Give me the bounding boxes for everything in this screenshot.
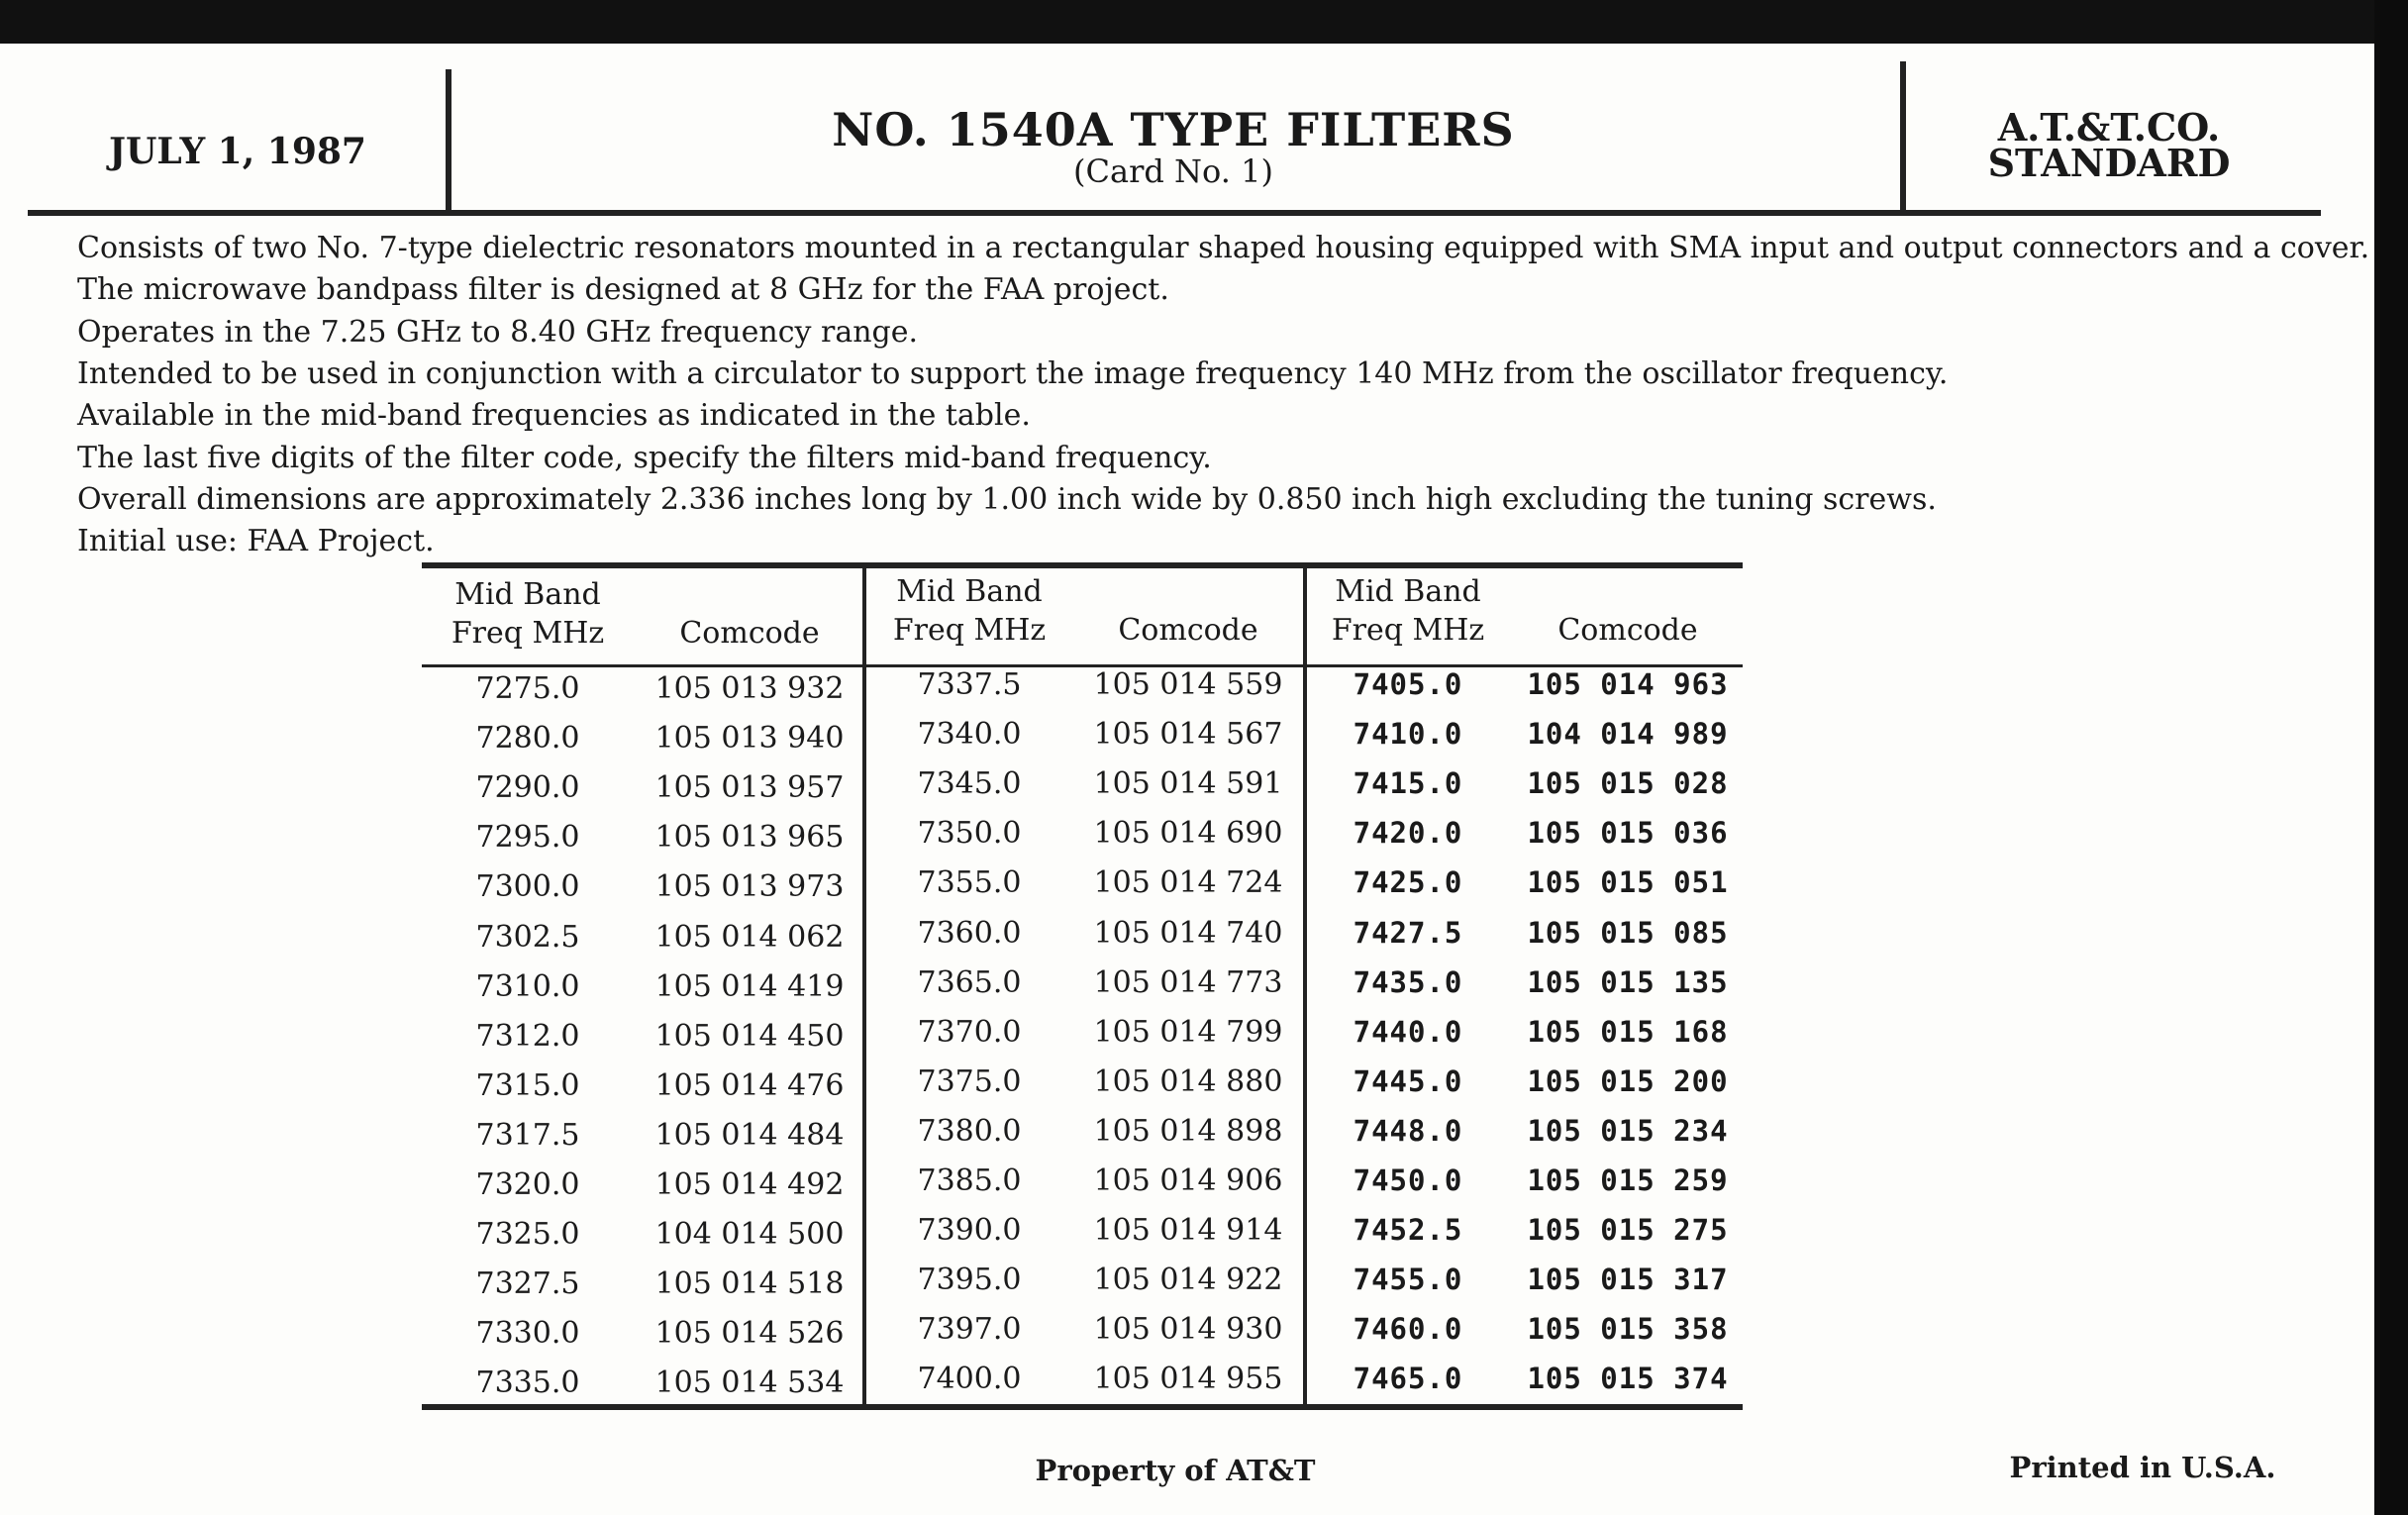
- comcode-cell: 105 015 234: [1527, 1113, 1729, 1148]
- comcode-cell: 105 014 955: [1093, 1362, 1283, 1397]
- comcode-cell: 105 015 168: [1527, 1014, 1729, 1049]
- comcode-cell: 105 014 922: [1093, 1262, 1283, 1298]
- comcode-cell: 105 015 259: [1527, 1163, 1729, 1197]
- freq-cell: 7275.0: [475, 671, 580, 706]
- comcode-cell: 105 013 932: [654, 671, 845, 706]
- comcode-cell: 105 014 476: [654, 1067, 845, 1103]
- freq-cell: 7312.0: [475, 1018, 580, 1054]
- comcode-cell: 105 015 036: [1527, 816, 1729, 851]
- freq-cell: 7427.5: [1353, 915, 1463, 950]
- comcode-cell: 105 014 898: [1093, 1113, 1283, 1149]
- comcode-cell: 105 014 906: [1093, 1163, 1283, 1198]
- freq-cell: 7380.0: [917, 1113, 1022, 1149]
- freq-cell: 7330.0: [475, 1316, 580, 1352]
- header-mid-band: Mid Band: [1335, 574, 1481, 609]
- comcode-cell: 105 015 275: [1527, 1213, 1729, 1248]
- header-comcode: Comcode: [1118, 613, 1258, 648]
- description-line: The microwave bandpass filter is designed at 8 GHz for the FAA project.: [77, 272, 1169, 308]
- description-line: Overall dimensions are approximately 2.336 inches long by 1.00 inch wide by 0.850 inch high excluding the tuning screws.: [77, 481, 1937, 517]
- freq-cell: 7302.5: [475, 919, 580, 955]
- freq-cell: 7350.0: [917, 816, 1022, 852]
- comcode-cell: 105 015 317: [1527, 1262, 1729, 1297]
- card-date: JULY 1, 1987: [109, 131, 366, 172]
- comcode-cell: 105 015 135: [1527, 964, 1729, 999]
- freq-cell: 7460.0: [1353, 1312, 1463, 1347]
- description-line: Available in the mid-band frequencies as indicated in the table.: [77, 398, 1031, 434]
- freq-cell: 7280.0: [475, 721, 580, 757]
- header-freq-mhz: Freq MHz: [892, 613, 1047, 648]
- freq-cell: 7340.0: [917, 717, 1022, 753]
- freq-cell: 7400.0: [917, 1362, 1022, 1397]
- description-line: Intended to be used in conjunction with a circulator to support the image frequency 140 MHz from the oscillator frequency.: [77, 355, 1949, 391]
- comcode-cell: 105 014 534: [654, 1365, 845, 1401]
- header-mid-band: Mid Band: [454, 577, 601, 612]
- comcode-cell: 105 014 724: [1093, 865, 1283, 901]
- freq-cell: 7317.5: [475, 1117, 580, 1153]
- comcode-cell: 105 014 773: [1093, 964, 1283, 1000]
- comcode-cell: 105 014 880: [1093, 1063, 1283, 1099]
- comcode-cell: 104 014 500: [654, 1217, 845, 1253]
- freq-cell: 7295.0: [475, 820, 580, 856]
- comcode-cell: 105 014 567: [1093, 717, 1283, 753]
- scan-border-right: [2374, 0, 2408, 1515]
- freq-cell: 7290.0: [475, 770, 580, 806]
- comcode-cell: 105 015 374: [1527, 1362, 1729, 1396]
- freq-cell: 7410.0: [1353, 717, 1463, 752]
- property-notice: Property of AT&T: [1035, 1454, 1316, 1487]
- freq-cell: 7360.0: [917, 915, 1022, 951]
- standard-label: A.T.&T.CO.: [1997, 105, 2221, 150]
- freq-cell: 7395.0: [917, 1262, 1022, 1298]
- freq-cell: 7337.5: [917, 667, 1022, 702]
- comcode-cell: 105 014 963: [1527, 667, 1729, 701]
- freq-cell: 7390.0: [917, 1213, 1022, 1249]
- freq-cell: 7300.0: [475, 869, 580, 905]
- freq-cell: 7355.0: [917, 865, 1022, 901]
- comcode-cell: 105 014 930: [1093, 1312, 1283, 1348]
- description-line: Operates in the 7.25 GHz to 8.40 GHz frequency range.: [77, 314, 919, 350]
- freq-cell: 7440.0: [1353, 1014, 1463, 1049]
- freq-cell: 7415.0: [1353, 766, 1463, 801]
- column-divider: [862, 566, 866, 1408]
- table-bottom-rule: [422, 1404, 1743, 1410]
- table-top-rule: [422, 562, 1743, 568]
- comcode-cell: 105 013 973: [654, 869, 845, 905]
- comcode-cell: 105 014 526: [654, 1316, 845, 1352]
- comcode-cell: 105 015 051: [1527, 865, 1729, 900]
- description-line: Consists of two No. 7-type dielectric resonators mounted in a rectangular shaped housing equipped with SMA input and output connectors and a cover.: [77, 231, 2370, 265]
- description-line: Initial use: FAA Project.: [77, 524, 435, 559]
- description-line: The last five digits of the filter code, specify the filters mid-band frequency.: [77, 440, 1212, 475]
- freq-cell: 7320.0: [475, 1167, 580, 1202]
- freq-cell: 7310.0: [475, 968, 580, 1004]
- freq-cell: 7375.0: [917, 1063, 1022, 1099]
- freq-cell: 7315.0: [475, 1067, 580, 1103]
- freq-cell: 7385.0: [917, 1163, 1022, 1198]
- comcode-cell: 105 014 419: [654, 968, 845, 1004]
- freq-cell: 7405.0: [1353, 667, 1463, 701]
- scan-border-top: [0, 0, 2408, 44]
- comcode-cell: 105 014 799: [1093, 1014, 1283, 1050]
- freq-cell: 7397.0: [917, 1312, 1022, 1348]
- freq-cell: 7452.5: [1353, 1213, 1463, 1248]
- comcode-cell: 105 014 484: [654, 1117, 845, 1153]
- comcode-cell: 104 014 989: [1527, 717, 1729, 752]
- freq-cell: 7445.0: [1353, 1063, 1463, 1098]
- comcode-cell: 105 014 740: [1093, 915, 1283, 951]
- comcode-cell: 105 014 914: [1093, 1213, 1283, 1249]
- freq-cell: 7327.5: [475, 1266, 580, 1302]
- header-freq-mhz: Freq MHz: [451, 616, 605, 651]
- comcode-cell: 105 014 559: [1093, 667, 1283, 702]
- freq-cell: 7335.0: [475, 1365, 580, 1401]
- header-comcode: Comcode: [679, 616, 820, 651]
- freq-cell: 7365.0: [917, 964, 1022, 1000]
- comcode-cell: 105 015 028: [1527, 766, 1729, 801]
- freq-cell: 7370.0: [917, 1014, 1022, 1050]
- header-rule: [28, 210, 2321, 216]
- comcode-cell: 105 014 518: [654, 1266, 845, 1302]
- comcode-cell: 105 014 690: [1093, 816, 1283, 852]
- comcode-cell: 105 014 450: [654, 1018, 845, 1054]
- header-mid-band: Mid Band: [896, 574, 1043, 609]
- freq-cell: 7450.0: [1353, 1163, 1463, 1197]
- standard-label: STANDARD: [1987, 141, 2231, 185]
- freq-cell: 7465.0: [1353, 1362, 1463, 1396]
- freq-cell: 7345.0: [917, 766, 1022, 802]
- printed-notice: Printed in U.S.A.: [2009, 1451, 2276, 1484]
- card-subtitle: (Card No. 1): [1073, 152, 1273, 190]
- header-divider: [1900, 61, 1906, 210]
- header-freq-mhz: Freq MHz: [1331, 613, 1485, 648]
- freq-cell: 7435.0: [1353, 964, 1463, 999]
- comcode-cell: 105 014 492: [654, 1167, 845, 1202]
- header-comcode: Comcode: [1557, 613, 1698, 648]
- column-divider: [1303, 566, 1307, 1408]
- comcode-cell: 105 013 965: [654, 820, 845, 856]
- comcode-cell: 105 015 200: [1527, 1063, 1729, 1098]
- freq-cell: 7455.0: [1353, 1262, 1463, 1297]
- comcode-cell: 105 014 062: [654, 919, 845, 955]
- comcode-cell: 105 013 957: [654, 770, 845, 806]
- freq-cell: 7325.0: [475, 1217, 580, 1253]
- comcode-cell: 105 015 085: [1527, 915, 1729, 950]
- card-title: NO. 1540A TYPE FILTERS: [832, 103, 1515, 156]
- freq-cell: 7420.0: [1353, 816, 1463, 851]
- comcode-cell: 105 014 591: [1093, 766, 1283, 802]
- header-divider: [446, 69, 452, 216]
- comcode-cell: 105 015 358: [1527, 1312, 1729, 1347]
- comcode-cell: 105 013 940: [654, 721, 845, 757]
- freq-cell: 7425.0: [1353, 865, 1463, 900]
- freq-cell: 7448.0: [1353, 1113, 1463, 1148]
